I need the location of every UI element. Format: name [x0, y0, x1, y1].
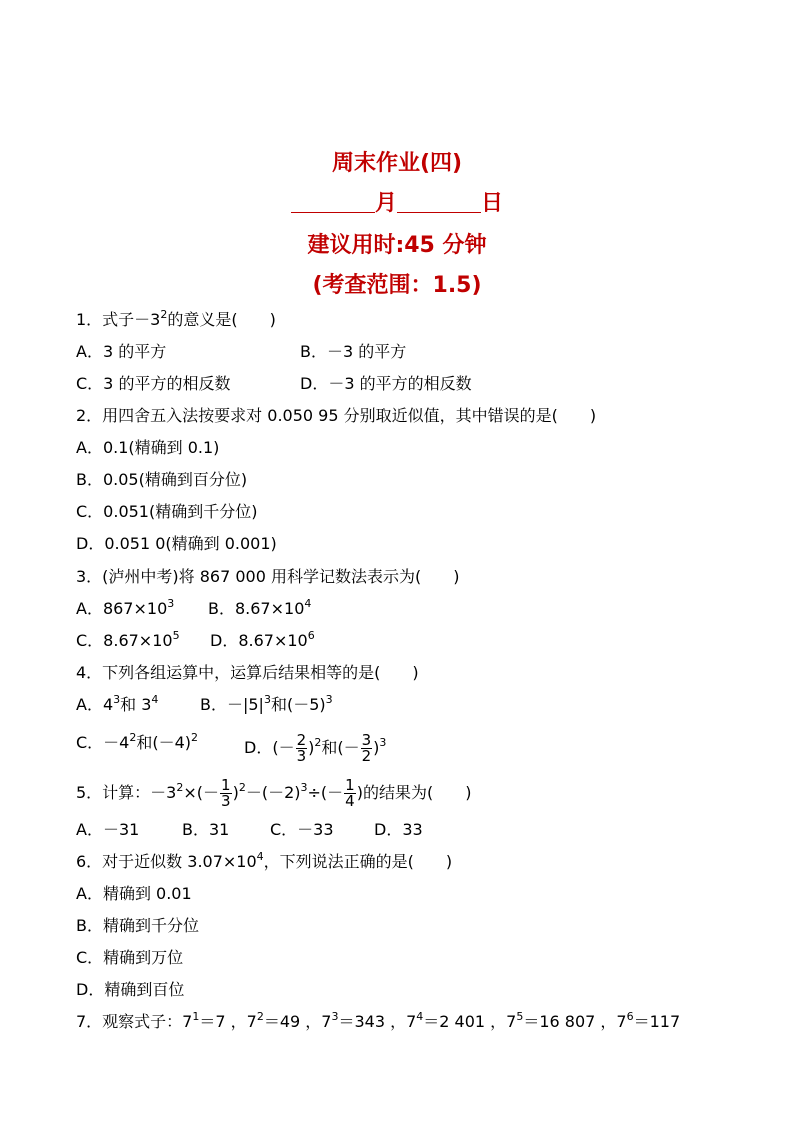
q1-option-d: D．－3 的平方的相反数 [300, 374, 472, 393]
q1-option-a: A．3 的平方 [76, 342, 167, 361]
exam-scope: (考查范围：1.5) [312, 273, 482, 298]
q4-option-d: D．(－ $\frac{2}{3}$ )$^2$和(－ $\frac{3}{2}$ )$^3$ [244, 731, 387, 765]
q6-stem: 6．对于近似数 $3.07\times 10^4$，下列说法正确的是( ) [76, 850, 453, 871]
q1-option-b: B．－3 的平方 [300, 342, 407, 361]
fraction: $\frac{1}{3}$ [221, 776, 231, 810]
q4-stem: 4．下列各组运算中，运算后结果相等的是( ) [76, 663, 419, 682]
month-label: 月 [374, 191, 397, 216]
day-blank [397, 190, 481, 213]
q4-option-b: B．$-|5|^3$和$(-5)^3$ [200, 693, 333, 714]
q2-option-d: D．0.051 0(精确到 0.001) [76, 534, 277, 553]
q5-option-b: B．31 [182, 820, 230, 839]
q4-options-cd [76, 731, 387, 765]
suggested-time: 建议用时:45 分钟 [307, 233, 487, 258]
month-blank [291, 190, 375, 213]
q5-option-d: D．33 [374, 820, 423, 839]
day-label: 日 [481, 191, 504, 216]
q2-option-b: B．0.05(精确到百分位) [76, 470, 248, 489]
q6-option-a: A．精确到 0.01 [76, 884, 192, 903]
q2-stem: 2．用四舍五入法按要求对 0.050 95 分别取近似值，其中错误的是( ) [76, 406, 597, 425]
q1-options-ab [76, 342, 407, 362]
q5-option-a: A．－31 [76, 820, 140, 839]
fraction: $\frac{1}{4}$ [345, 776, 355, 810]
q6-option-c: C．精确到万位 [76, 948, 184, 967]
q6-option-d: D．精确到百位 [76, 980, 185, 999]
q2-option-a: A．0.1(精确到 0.1) [76, 438, 220, 457]
q1-option-c: C．3 的平方的相反数 [76, 374, 231, 393]
q4-option-a: A．$4^3$和 $3^4$ [76, 693, 159, 714]
q3-options-ab [76, 597, 312, 619]
q4-options-ab [76, 693, 333, 715]
q3-stem: 3．(泸州中考)将 867 000 用科学记数法表示为( ) [76, 567, 460, 586]
q6-option-b: B．精确到千分位 [76, 916, 199, 935]
q3-option-d: D．$8.67\times 10^6$ [210, 629, 315, 650]
fraction: $\frac{2}{3}$ [296, 731, 307, 765]
date-line [0, 186, 794, 217]
page-title: 周末作业(四) [331, 151, 463, 176]
q7-stem: 7．观察式子：$7^1=7$ ，$7^2=49$ ，$7^3=343$ ，$7^4=2$ 401 ，$7^5=16$ 807 ，$7^6=117$ [76, 1010, 681, 1031]
q1-stem: 1．式子$-3^2$的意义是( ) [76, 308, 276, 329]
q2-option-c: C．0.051(精确到千分位) [76, 502, 258, 521]
q3-options-cd [76, 629, 315, 651]
fraction: $\frac{3}{2}$ [361, 731, 372, 765]
q5-stem: 5．计算：$-3^2\times(-$ $\frac{1}{3}$ )$^2-(-2)^3\div(-$ $\frac{1}{4}$ )的结果为( ) [76, 776, 472, 810]
q4-option-c: C．$-4^2$和$(-4)^2$ [76, 731, 199, 752]
q5-options [76, 820, 423, 840]
q3-option-a: A．$867\times 10^3$ [76, 597, 175, 618]
q3-option-b: B．$8.67\times 10^4$ [208, 597, 312, 618]
q1-options-cd [76, 374, 472, 394]
q3-option-c: C．$8.67\times 10^5$ [76, 629, 180, 650]
q5-option-c: C．－33 [270, 820, 334, 839]
